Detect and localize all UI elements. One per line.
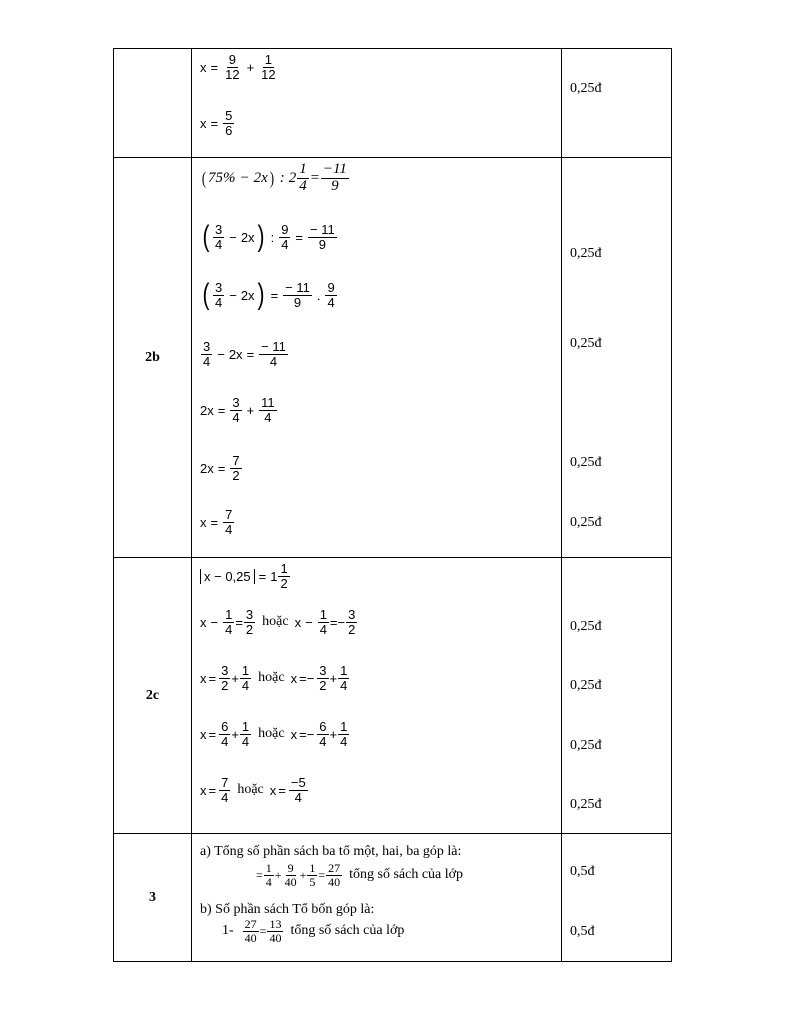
math-line: 2x = $\frac{3}{4}$ + $\frac{11}{4}$	[200, 395, 275, 425]
fraction: $\frac{1}{4}$	[340, 663, 348, 693]
solution-cell	[192, 49, 562, 158]
fraction: $\frac{- 11}{9}$	[285, 279, 310, 310]
fraction: $\frac{- 11}{9}$	[310, 221, 335, 252]
score-cell	[562, 834, 672, 962]
solution-cell	[192, 158, 562, 558]
fraction: $\frac{-5}{4}$	[290, 775, 306, 805]
fraction: $\frac{5}{6}$	[225, 108, 233, 138]
fraction: $\frac{7}{4}$	[225, 507, 233, 537]
math-line: x = $\frac{7}{4}$	[200, 507, 233, 537]
math-line: x − 0,25 = 1 $\frac{1}{2}$	[200, 562, 291, 590]
fraction: $\frac{1}{4}$	[241, 719, 250, 749]
fraction: $\frac{9}{40}$	[284, 861, 297, 889]
table-row	[114, 558, 672, 834]
fraction: $\frac{11}{4}$	[261, 395, 275, 425]
score: 0,25đ	[570, 797, 602, 812]
fraction: $\frac{-11}{9}$	[322, 161, 347, 194]
score: 0,25đ	[570, 619, 602, 634]
fraction: $\frac{27}{40}$	[244, 917, 257, 945]
fraction: $\frac{3}{2}$	[348, 607, 356, 637]
math-line: x = $\frac{5}{6}$	[200, 108, 233, 138]
math-line: = $\frac{1}{4}$ + $\frac{9}{40}$ + $\frac{1}{5}$ = $\frac{27}{40}$ tổng số sách của lớp	[256, 861, 464, 889]
score-cell	[562, 558, 672, 834]
math-line: ( 75% − 2x ) : 2 $\frac{1}{4}$ = $\frac{-11}{9}$	[201, 161, 347, 194]
fraction: $\frac{9}{12}$	[225, 52, 240, 82]
fraction: $\frac{3}{4}$	[215, 221, 223, 252]
math-line: x = $\frac{9}{12}$ + $\frac{1}{12}$	[200, 52, 276, 82]
fraction: $\frac{3}{2}$	[245, 607, 254, 637]
fraction: $\frac{1}{4}$	[241, 663, 250, 693]
score-cell	[562, 49, 672, 158]
score: 0,25đ	[570, 336, 602, 351]
fraction: $\frac{3}{4}$	[215, 279, 223, 310]
fraction: $\frac{9}{4}$	[281, 221, 289, 252]
score: 0,25đ	[570, 81, 602, 96]
score: 0,25đ	[570, 515, 602, 530]
score: 0,25đ	[570, 678, 602, 693]
fraction: $\frac{3}{2}$	[221, 663, 229, 693]
math-line: $\frac{3}{4}$ − 2x = $\frac{- 11}{4}$	[203, 339, 286, 369]
score: 0,5đ	[570, 864, 595, 879]
math-line: x = $\frac{3}{2}$ + $\frac{1}{4}$ hoặc x =− $\frac{3}{2}$ + $\frac{1}{4}$	[200, 663, 348, 693]
table-row	[114, 49, 672, 158]
question-label	[114, 49, 192, 158]
math-line: 2x = $\frac{7}{2}$	[200, 453, 240, 483]
fraction: $\frac{3}{2}$	[319, 663, 327, 693]
question-text: b) Số phần sách Tổ bốn góp là:	[200, 902, 375, 917]
fraction: $\frac{7}{4}$	[221, 775, 229, 805]
score: 0,25đ	[570, 246, 602, 261]
fraction: $\frac{1}{4}$	[265, 861, 272, 889]
fraction: $\frac{1}{4}$	[319, 607, 327, 637]
fraction: $\frac{1}{4}$	[225, 607, 233, 637]
fraction: $\frac{3}{4}$	[232, 395, 240, 425]
math-line: x − $\frac{1}{4}$ = $\frac{3}{2}$ hoặc x − $\frac{1}{4}$ =− $\frac{3}{2}$	[200, 607, 356, 637]
fraction: $\frac{9}{4}$	[327, 279, 335, 310]
score: 0,5đ	[570, 924, 595, 939]
math-line: 1- $\frac{27}{40}$ = $\frac{13}{40}$ tổng số sách của lớp	[222, 917, 405, 945]
question-label: 2b	[114, 158, 192, 558]
question-label: 2c	[114, 558, 192, 834]
fraction: $\frac{1}{4}$	[340, 719, 348, 749]
fraction: $\frac{- 11}{4}$	[261, 339, 286, 369]
answer-table	[113, 48, 672, 962]
table-row	[114, 834, 672, 962]
fraction: $\frac{27}{40}$	[328, 861, 341, 889]
score: 0,25đ	[570, 738, 602, 753]
fraction: $\frac{1}{2}$	[280, 561, 288, 591]
solution-cell	[192, 834, 562, 962]
math-line: x = $\frac{7}{4}$ hoặc x = $\frac{-5}{4}$	[200, 775, 306, 805]
fraction: $\frac{6}{4}$	[221, 719, 229, 749]
fraction: $\frac{1}{5}$	[309, 861, 316, 889]
fraction: $\frac{6}{4}$	[319, 719, 327, 749]
table-row	[114, 158, 672, 558]
math-line: ( $\frac{3}{4}$ − 2x ) = $\frac{- 11}{9}$ . $\frac{9}{4}$	[202, 278, 335, 311]
question-label: 3	[114, 834, 192, 962]
fraction: $\frac{1}{12}$	[261, 52, 276, 82]
solution-cell	[192, 558, 562, 834]
math-line: x = $\frac{6}{4}$ + $\frac{1}{4}$ hoặc x =− $\frac{6}{4}$ + $\frac{1}{4}$	[200, 719, 348, 749]
math-line: ( $\frac{3}{4}$ − 2x ) : $\frac{9}{4}$ = $\frac{- 11}{9}$	[202, 220, 335, 253]
question-text: a) Tổng số phần sách ba tổ một, hai, ba góp là:	[200, 844, 462, 859]
fraction: $\frac{7}{2}$	[232, 453, 240, 483]
score-cell	[562, 158, 672, 558]
fraction: $\frac{3}{4}$	[203, 339, 211, 369]
score: 0,25đ	[570, 455, 602, 470]
fraction: $\frac{13}{40}$	[269, 917, 282, 945]
fraction: $\frac{1}{4}$	[299, 161, 307, 194]
